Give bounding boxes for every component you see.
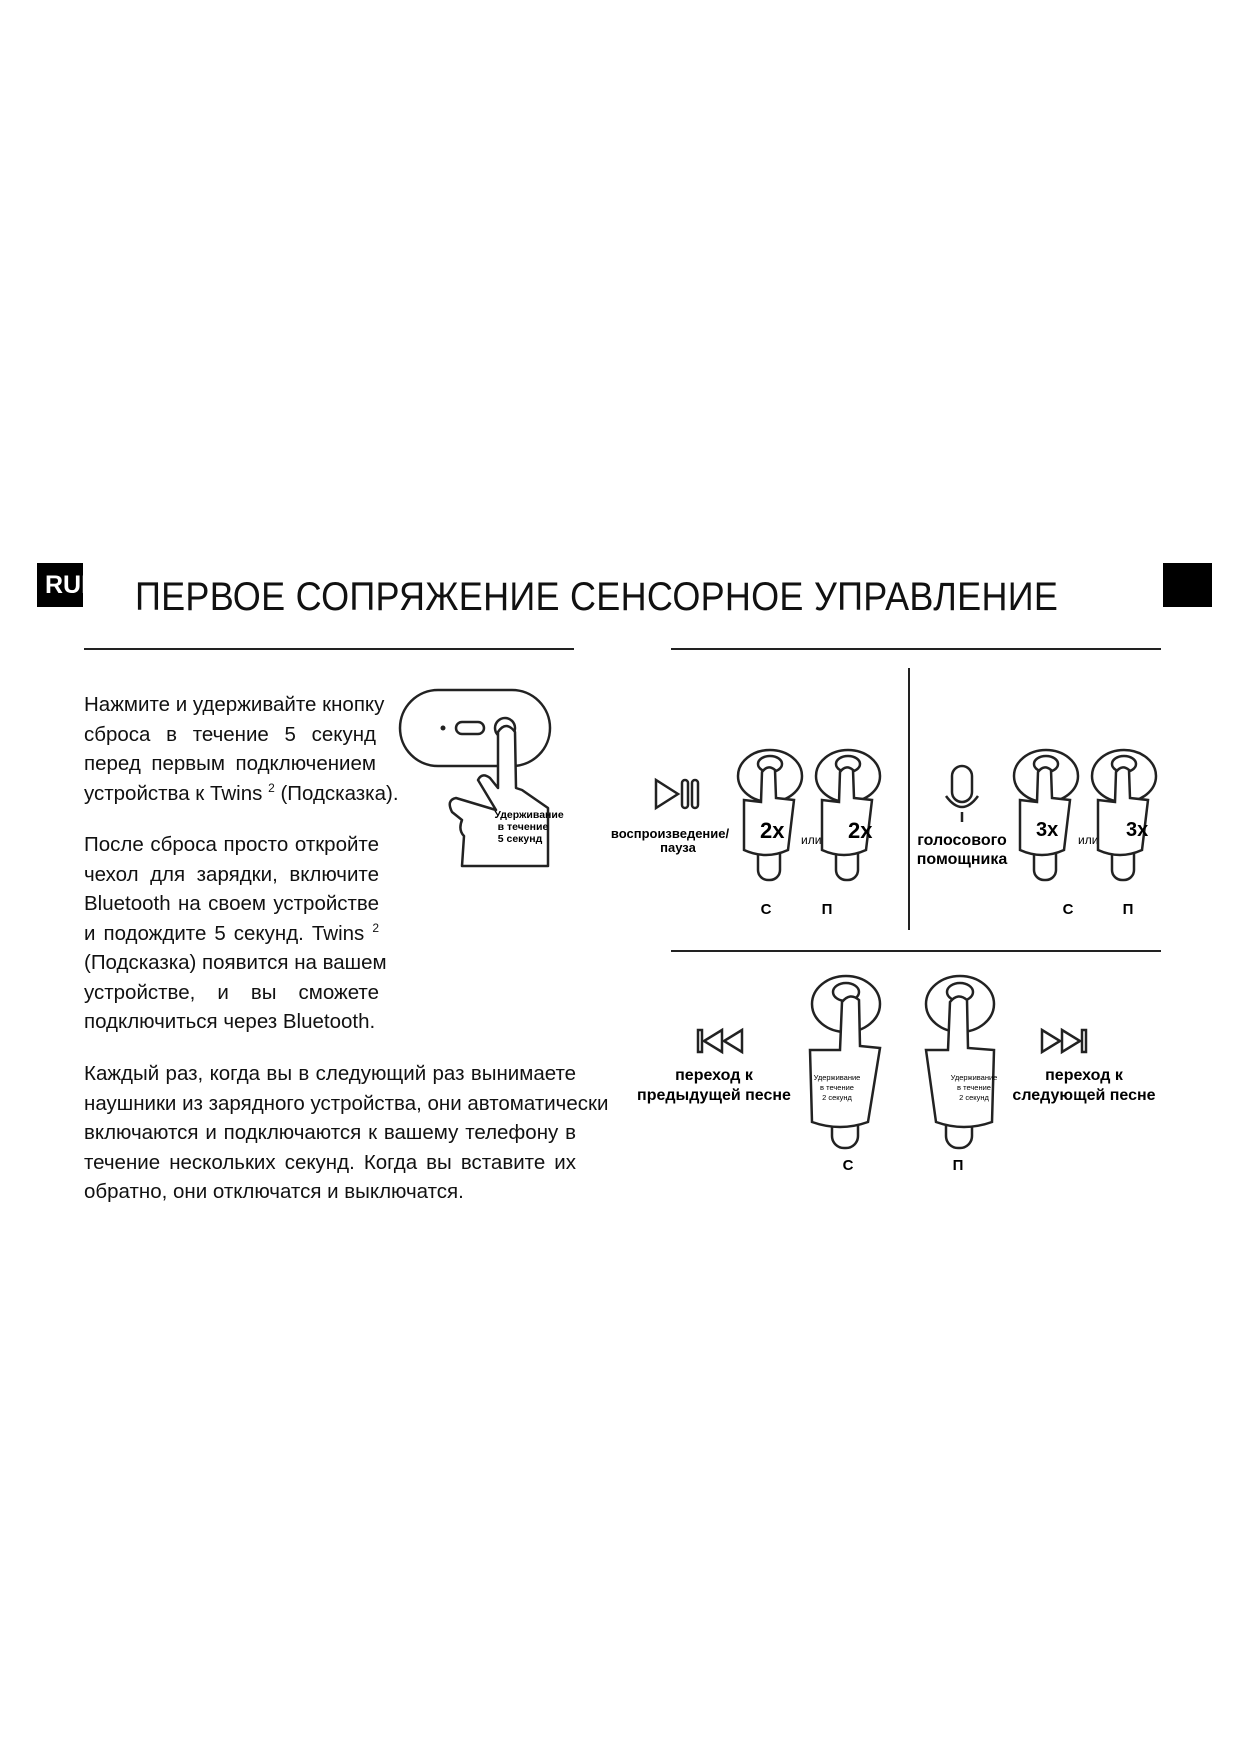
double-tap-label: 2x bbox=[760, 818, 785, 843]
earbud-right-icon bbox=[816, 750, 880, 880]
right-earbud-label: П bbox=[821, 901, 833, 918]
text-line: чехол для зарядки, включите bbox=[84, 862, 379, 886]
hold-label-line: 2 секунд bbox=[822, 1093, 852, 1102]
previous-track-icon bbox=[698, 1030, 742, 1052]
hold-label-line: 5 секунд bbox=[497, 833, 543, 845]
text-line: течение нескольких секунд. Когда вы вставите их bbox=[84, 1150, 576, 1174]
hold-label-line: в течение bbox=[957, 1083, 991, 1092]
triple-tap-label: 3x bbox=[1126, 819, 1149, 841]
voice-assistant-panel bbox=[918, 740, 1180, 930]
earbud-left-icon bbox=[1014, 750, 1078, 880]
reset-instructions bbox=[84, 690, 399, 808]
text-line: перед первым подключением bbox=[84, 752, 376, 775]
track-skip-panel bbox=[630, 970, 1175, 1185]
controls-horizontal-divider bbox=[671, 950, 1161, 952]
right-earbud-label: П bbox=[1122, 901, 1134, 918]
hold-label-line: в течение bbox=[820, 1083, 854, 1092]
voice-assistant-label-line: голосового bbox=[917, 832, 1007, 849]
text-line bbox=[84, 779, 399, 809]
triple-tap-label: 3x bbox=[1036, 819, 1059, 841]
text-fragment: (Подсказка). bbox=[274, 781, 399, 805]
earbud-left-icon bbox=[738, 750, 802, 880]
or-label: или bbox=[801, 833, 822, 847]
next-track-icon bbox=[1042, 1030, 1086, 1052]
auto-connect-instructions bbox=[84, 1059, 609, 1207]
hold-label-line: Удерживание bbox=[813, 1073, 861, 1082]
reset-illustration bbox=[398, 688, 563, 873]
hold-label-line: Удерживание bbox=[494, 809, 564, 821]
voice-assistant-label-line: помощника bbox=[916, 851, 1008, 868]
play-pause-panel bbox=[610, 740, 906, 930]
footnote-mark: 2 bbox=[268, 780, 275, 795]
left-earbud-label: С bbox=[842, 1157, 854, 1174]
left-divider bbox=[84, 648, 574, 650]
earbud-left-icon bbox=[810, 976, 880, 1148]
text-line: (Подсказка) появится на вашем bbox=[84, 951, 387, 974]
text-line: Bluetooth на своем устройстве bbox=[84, 892, 379, 915]
next-track-label-line: переход к bbox=[1045, 1067, 1123, 1084]
text-fragment: устройства к Twins bbox=[84, 781, 263, 805]
hold-label-line: в течение bbox=[497, 821, 549, 833]
language-tab: RUF bbox=[37, 563, 83, 607]
text-line: После сброса просто откройте bbox=[84, 833, 379, 856]
text-line: устройстве, и вы сможете bbox=[84, 980, 379, 1004]
text-line: включаются и подключаются к вашему телефону в bbox=[84, 1121, 576, 1144]
pairing-instructions bbox=[84, 830, 387, 1037]
play-pause-icon bbox=[656, 780, 698, 808]
footnote-mark: 2 bbox=[372, 920, 380, 935]
double-tap-label: 2x bbox=[848, 818, 873, 843]
microphone-icon bbox=[946, 766, 978, 822]
text-line: Нажмите и удерживайте кнопку bbox=[84, 693, 385, 716]
right-divider bbox=[671, 648, 1161, 650]
text-line: обратно, они отключатся и выключатся. bbox=[84, 1180, 464, 1203]
or-label: или bbox=[1078, 833, 1099, 847]
text-line: подключиться через Bluetooth. bbox=[84, 1010, 376, 1033]
play-pause-label-line: пауза bbox=[660, 840, 696, 855]
controls-vertical-divider bbox=[908, 668, 910, 930]
left-earbud-label: С bbox=[760, 901, 772, 918]
text-fragment: и подождите 5 секунд. Twins bbox=[84, 921, 365, 945]
earbud-right-icon bbox=[1092, 750, 1156, 880]
play-pause-label-line: воспроизведение/ bbox=[610, 826, 730, 841]
left-earbud-label: С bbox=[1062, 901, 1074, 918]
prev-track-label-line: переход к bbox=[675, 1067, 753, 1084]
text-line: наушники из зарядного устройства, они автоматически bbox=[84, 1091, 609, 1115]
text-line: сброса в течение 5 секунд bbox=[84, 722, 376, 746]
prev-track-label-line: предыдущей песне bbox=[637, 1087, 791, 1104]
hold-label-line: 2 секунд bbox=[959, 1093, 989, 1102]
next-track-label-line: следующей песне bbox=[1012, 1087, 1156, 1104]
page-title: ПЕРВОЕ СОПРЯЖЕНИЕ СЕНСОРНОЕ УПРАВЛЕНИЕ bbox=[135, 575, 1059, 619]
earbud-right-icon bbox=[926, 976, 994, 1148]
text-line: Каждый раз, когда вы в следующий раз вынимаете bbox=[84, 1062, 576, 1085]
text-line bbox=[84, 919, 379, 949]
section-tab-marker bbox=[1163, 563, 1212, 607]
hold-label-line: Удерживание bbox=[950, 1073, 998, 1082]
right-earbud-label: П bbox=[952, 1157, 964, 1174]
